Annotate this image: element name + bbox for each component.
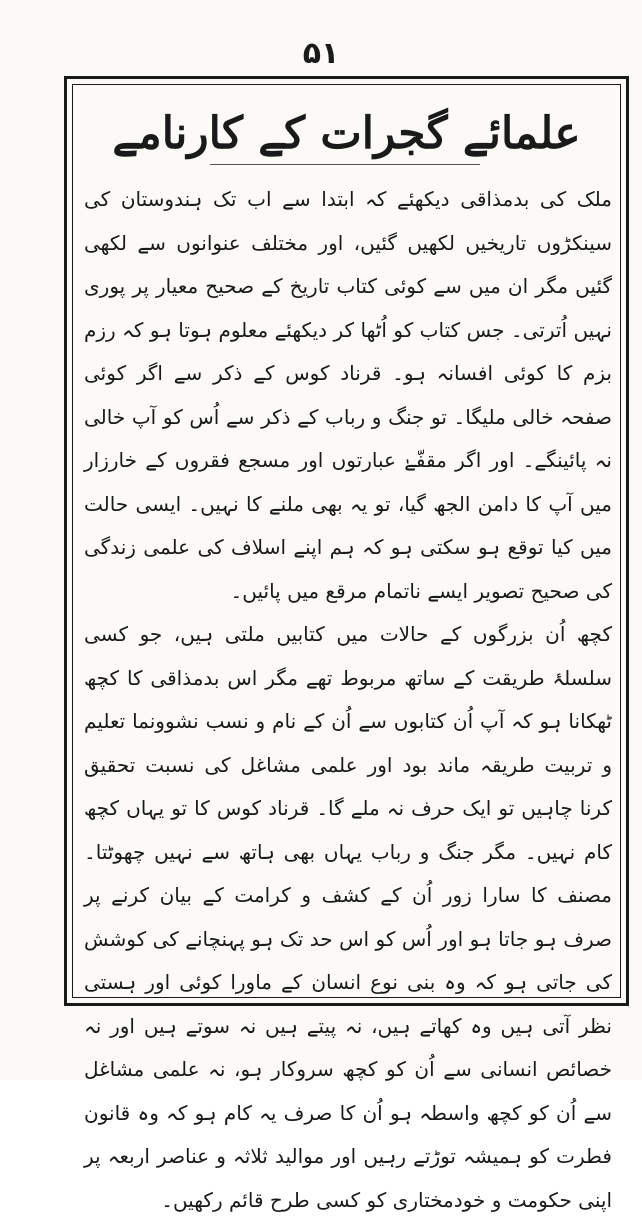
- paragraph-1: ملک کی بدمذاقی دیکھئے کہ ابتدا سے اب تک ہندوستان کی سینکڑوں تاریخیں لکھیں گئیں، اور مختلف عنوانوں سے لکھی گئیں مگر ان میں سے کوئی کتاب تاریخ کے صحیح معیار پر پوری نہیں اُترتی۔ جس کتاب کو اُٹھا کر دیکھئے معلوم ہوتا ہو کہ رزم بزم کا کوئی افسانہ ہو۔ قرناد کوس کے ذکر سے اگر کوئی صفحہ خالی ملیگا۔ تو جنگ و رباب کے ذکر سے اُس کو آپ خالی نہ پائینگے۔ اور اگر مقفّےٰ عبارتوں اور مسجع فقروں کے خارزار میں آپ کا دامن الجھ گیا، تو یہ بھی ملنے کا نہیں۔ ایسی حالت میں کیا توقع ہو سکتی ہو کہ ہم اپنے اسلاف کی علمی زندگی کی صحیح تصویر ایسے ناتمام مرقع میں پائیں۔: [84, 187, 612, 603]
- chapter-title: علمائے گجرات کے کارنامے: [112, 108, 581, 159]
- page-number: ۵۱: [302, 36, 340, 71]
- body-text: [84, 178, 612, 1222]
- paragraph-2: کچھ اُن بزرگوں کے حالات میں کتابیں ملتی ہیں، جو کسی سلسلۂ طریقت کے ساتھ مربوط تھے مگر اس بدمذاقی کا کچھ ٹھکانا ہو کہ آپ اُن کتابوں سے اُن کے نام و نسب نشوونما تعلیم و تربیت طریقہ ماند بود اور علمی مشاغل کی نسبت تحقیق کرنا چاہیں تو ایک حرف نہ ملے گا۔ قرناد کوس کا تو یہاں کچھ کام نہیں۔ مگر جنگ و رباب یہاں بھی ہاتھ سے نہیں چھوٹتا۔ مصنف کا سارا زور اُن کے کشف و کرامت کے بیان کرنے پر صرف ہو جاتا ہو اور اُس کو اس حد تک ہو پہنچانے کی کوشش کی جاتی ہو کہ وہ بنی نوع انسان کے ماورا کوئی اور ہستی نظر آتی ہیں وہ کھاتے ہیں، نہ پیتے ہیں نہ سوتے ہیں اور نہ خصائص انسانی سے اُن کو کچھ سروکار ہو، نہ علمی مشاغل سے اُن کو کچھ واسطہ ہو اُن کا صرف یہ کام ہو کہ وہ قانون فطرت کو ہمیشہ توڑتے رہیں اور موالید ثلاثہ و عناصر اربعہ پر اپنی حکومت و خودمختاری کو کسی طرح قائم رکھیں۔: [84, 622, 612, 1212]
- title-underline: [210, 164, 480, 165]
